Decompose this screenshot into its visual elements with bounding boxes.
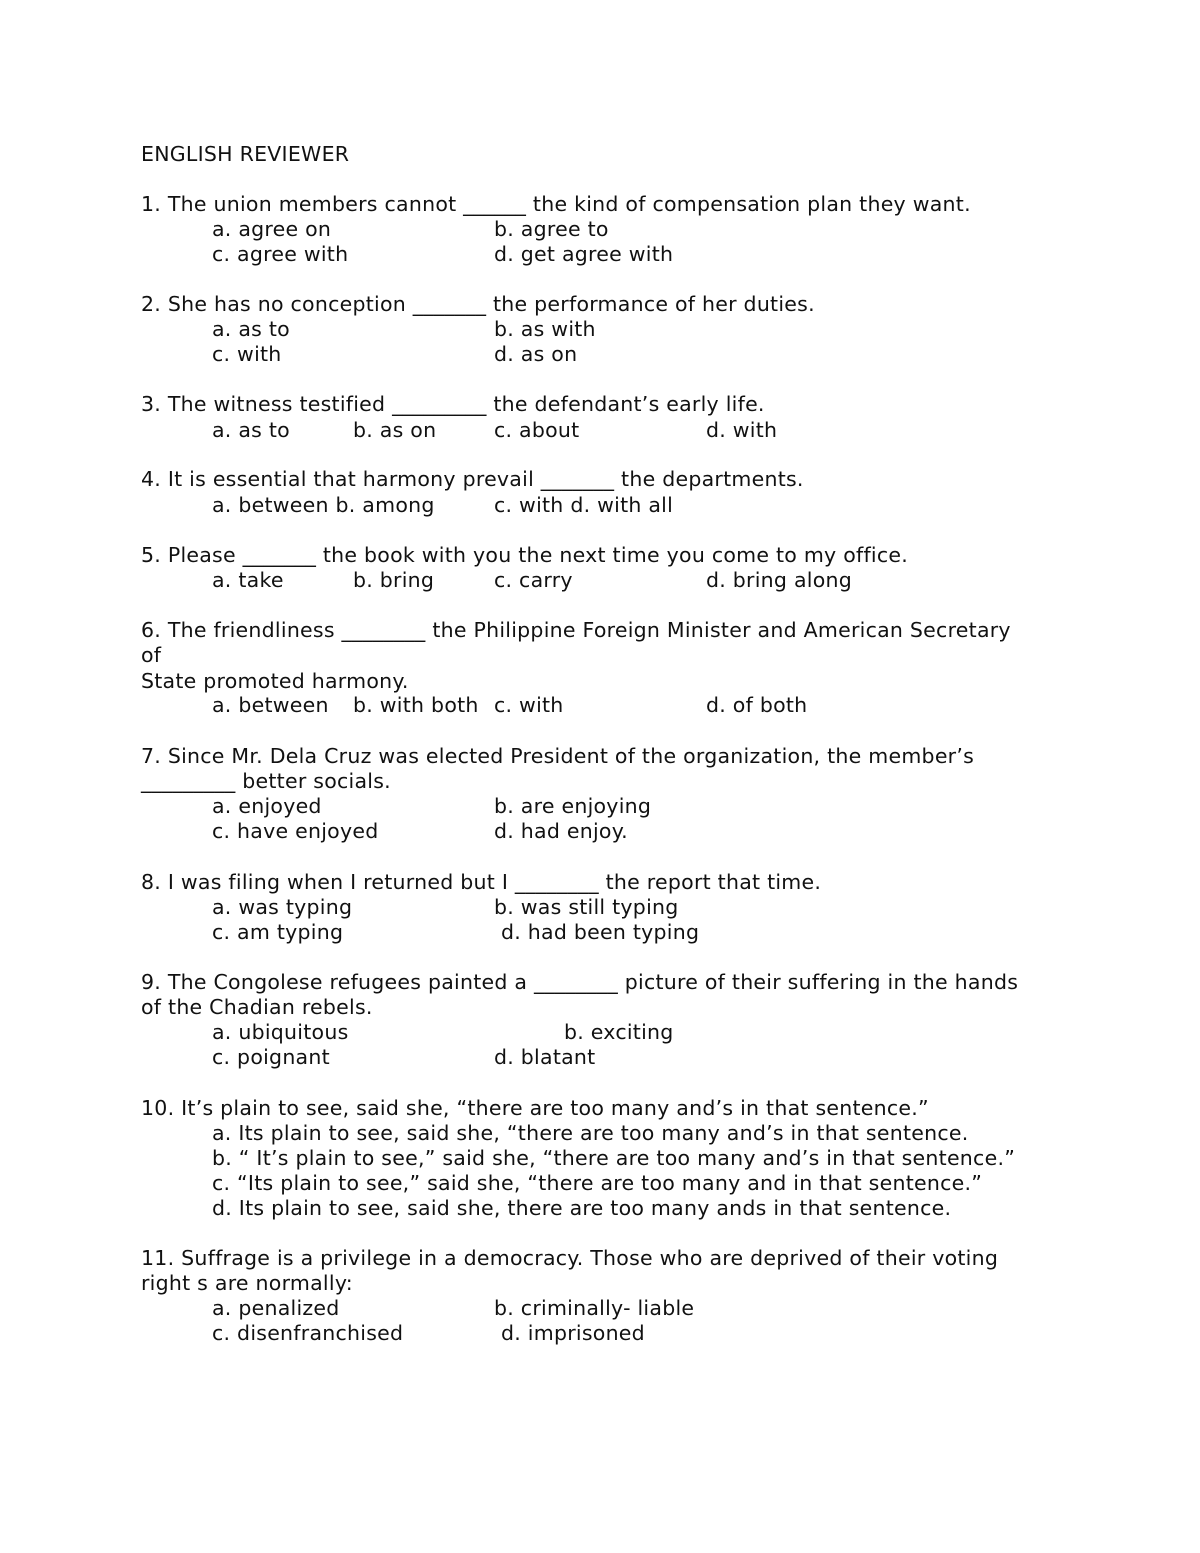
question-1-stem: 1. The union members cannot ______ the kind of compensation plan they want. xyxy=(141,192,971,216)
question-10-stem: 10. It’s plain to see, said she, “there are too many and’s in that sentence.” xyxy=(141,1096,929,1120)
question-5-choice-c: c. carry xyxy=(494,568,573,592)
question-11-choice-a: a. penalized xyxy=(212,1296,340,1320)
question-2-choice-a: a. as to xyxy=(212,317,290,341)
question-4-stem: 4. It is essential that harmony prevail _______ the departments. xyxy=(141,467,804,491)
question-5-choice-b: b. bring xyxy=(353,568,435,592)
question-7-choice-a: a. enjoyed xyxy=(212,794,322,818)
question-6-stem-line-2: of xyxy=(141,643,162,667)
question-10-choice-b: b. “ It’s plain to see,” said she, “there are too many and’s in that sentence.” xyxy=(212,1146,1016,1170)
question-7-choice-b: b. are enjoying xyxy=(494,794,652,818)
question-3-choice-a: a. as to xyxy=(212,418,290,442)
question-10-choice-a: a. Its plain to see, said she, “there are too many and’s in that sentence. xyxy=(212,1121,969,1145)
question-11-choice-b: b. criminally- liable xyxy=(494,1296,695,1320)
question-10-choice-d: d. Its plain to see, said she, there are too many ands in that sentence. xyxy=(212,1196,952,1220)
question-9-choice-a: a. ubiquitous xyxy=(212,1020,349,1044)
question-11-stem-line-1: 11. Suffrage is a privilege in a democracy. Those who are deprived of their voting xyxy=(141,1246,999,1270)
question-11-stem-line-2: right s are normally: xyxy=(141,1271,353,1295)
question-6-choice-c: c. with xyxy=(494,693,564,717)
question-8-choice-d: d. had been typing xyxy=(501,920,700,944)
question-9-stem-line-2: of the Chadian rebels. xyxy=(141,995,373,1019)
question-6-stem-line-3: State promoted harmony. xyxy=(141,669,409,693)
question-3-choice-c: c. about xyxy=(494,418,580,442)
question-8-choice-a: a. was typing xyxy=(212,895,353,919)
question-10-choice-c: c. “Its plain to see,” said she, “there are too many and in that sentence.” xyxy=(212,1171,983,1195)
question-3-choice-d: d. with xyxy=(706,418,778,442)
question-9-stem-line-1: 9. The Congolese refugees painted a ________ picture of their suffering in the hands xyxy=(141,970,1019,994)
question-5-choice-a: a. take xyxy=(212,568,284,592)
question-11-choice-d: d. imprisoned xyxy=(501,1321,645,1345)
question-9-choice-b: b. exciting xyxy=(564,1020,674,1044)
question-7-choice-d: d. had enjoy. xyxy=(494,819,628,843)
question-7-stem-line-2: _________ better socials. xyxy=(141,769,391,793)
question-1-choice-d: d. get agree with xyxy=(494,242,674,266)
question-2-stem: 2. She has no conception _______ the performance of her duties. xyxy=(141,292,815,316)
question-4-choices-ab: a. between b. among xyxy=(212,493,435,517)
question-7-stem-line-1: 7. Since Mr. Dela Cruz was elected President of the organization, the member’s xyxy=(141,744,975,768)
question-2-choice-c: c. with xyxy=(212,342,282,366)
question-9-choice-d: d. blatant xyxy=(494,1045,596,1069)
question-8-choice-b: b. was still typing xyxy=(494,895,679,919)
question-5-stem: 5. Please _______ the book with you the next time you come to my office. xyxy=(141,543,909,567)
question-7-choice-c: c. have enjoyed xyxy=(212,819,379,843)
question-6-stem-line-1: 6. The friendliness ________ the Philippine Foreign Minister and American Secretary xyxy=(141,618,1011,642)
question-6-choice-a: a. between xyxy=(212,693,329,717)
question-9-choice-c: c. poignant xyxy=(212,1045,330,1069)
question-8-stem: 8. I was filing when I returned but I ________ the report that time. xyxy=(141,870,822,894)
question-2-choice-d: d. as on xyxy=(494,342,578,366)
question-1-choice-c: c. agree with xyxy=(212,242,349,266)
question-4-choices-cd: c. with d. with all xyxy=(494,493,674,517)
question-8-choice-c: c. am typing xyxy=(212,920,344,944)
question-6-choice-b: b. with both xyxy=(353,693,479,717)
question-2-choice-b: b. as with xyxy=(494,317,596,341)
question-11-choice-c: c. disenfranchised xyxy=(212,1321,404,1345)
question-3-choice-b: b. as on xyxy=(353,418,437,442)
question-1-choice-b: b. agree to xyxy=(494,217,609,241)
question-1-choice-a: a. agree on xyxy=(212,217,332,241)
question-6-choice-d: d. of both xyxy=(706,693,808,717)
question-5-choice-d: d. bring along xyxy=(706,568,853,592)
question-3-stem: 3. The witness testified _________ the defendant’s early life. xyxy=(141,392,765,416)
document-title: ENGLISH REVIEWER xyxy=(141,142,350,166)
